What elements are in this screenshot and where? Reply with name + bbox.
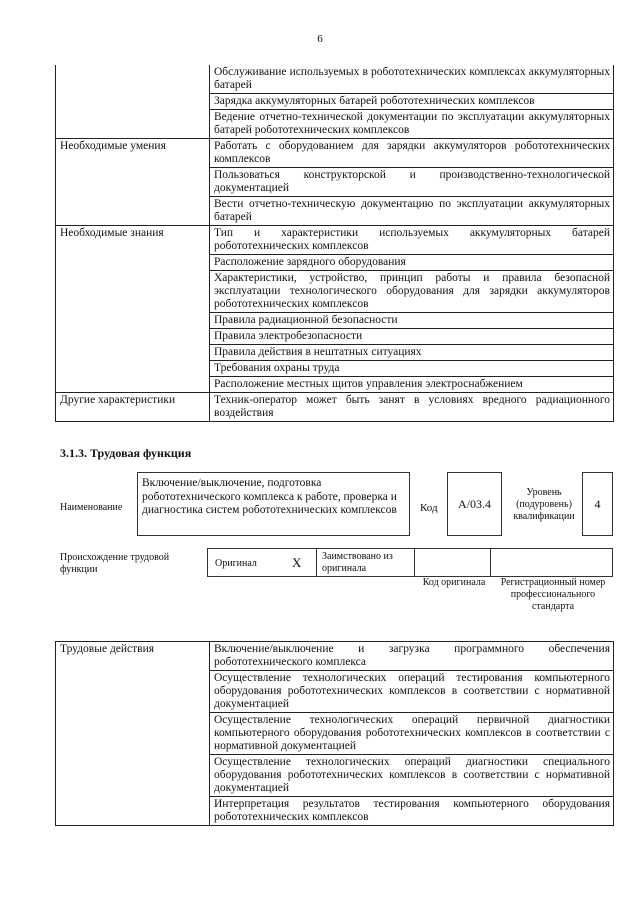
level-value: 4 bbox=[594, 497, 601, 511]
table-cell: Характеристики, устройство, принцип работы и правила безопасной эксплуатации технологического оборудования для зарядки аккумуляторов робототехнических комплексов bbox=[210, 271, 614, 313]
level-label: Уровень (подуровень) квалификации bbox=[513, 487, 575, 522]
row-label-actions: Трудовые действия bbox=[56, 642, 210, 826]
table-cell: Правила действия в нештатных ситуациях bbox=[210, 345, 614, 361]
origin-original-box bbox=[207, 548, 317, 577]
table-cell: Требования охраны труда bbox=[210, 361, 614, 377]
table-row bbox=[56, 642, 614, 671]
actions-table bbox=[55, 641, 614, 826]
origin-reg-box bbox=[490, 548, 613, 577]
function-name-box bbox=[137, 472, 410, 536]
table-cell: Техник-оператор может быть занят в условиях вредного радиационного воздействия bbox=[210, 393, 614, 422]
origin-label: Происхождение трудовой функции bbox=[60, 552, 170, 575]
table-cell: Пользоваться конструкторской и производственно-технологической документацией bbox=[210, 168, 614, 197]
section-title: 3.1.3. Трудовая функция bbox=[60, 446, 192, 460]
origin-code-box bbox=[414, 548, 491, 577]
table-cell: Зарядка аккумуляторных батарей робототехнических комплексов bbox=[210, 94, 614, 110]
table-row bbox=[56, 65, 614, 94]
borrowed-label: Заимствовано из оригинала bbox=[322, 551, 393, 574]
table-cell: Расположение местных щитов управления электроснабжением bbox=[210, 377, 614, 393]
table-cell: Осуществление технологических операций первичной диагностики компьютерного оборудования робототехнических комплексов в соответствии с нормативной документацией bbox=[210, 713, 614, 755]
name-label: Наименование bbox=[60, 502, 123, 513]
table-cell: Ведение отчетно-технической документации по эксплуатации аккумуляторных батарей робототехнических комплексов bbox=[210, 110, 614, 139]
table-cell: Интерпретация результатов тестирования компьютерного оборудования робототехнических комплексов bbox=[210, 797, 614, 826]
row-label-continued bbox=[56, 65, 210, 139]
code-value: А/03.4 bbox=[458, 497, 491, 511]
row-label-other: Другие характеристики bbox=[56, 393, 210, 422]
reg-caption: Регистрационный номер профессионального стандарта bbox=[500, 577, 606, 612]
table-cell: Работать с оборудованием для зарядки аккумуляторов робототехнических комплексов bbox=[210, 139, 614, 168]
table-cell: Тип и характеристики используемых аккумуляторных батарей робототехнических комплексов bbox=[210, 226, 614, 255]
code-box bbox=[447, 472, 502, 536]
page-number: 6 bbox=[317, 33, 323, 45]
table-cell: Вести отчетно-техническую документацию по эксплуатации аккумуляторных батарей bbox=[210, 197, 614, 226]
level-box bbox=[582, 472, 613, 536]
origin-borrowed-box bbox=[316, 548, 415, 577]
table-row bbox=[56, 226, 614, 255]
table-row bbox=[56, 393, 614, 422]
function-name-value: Включение/выключение, подготовка робототехнического комплекса к работе, проверка и диагностика систем робототехнических комплексов bbox=[142, 477, 397, 516]
original-mark: X bbox=[292, 555, 302, 570]
table-cell: Включение/выключение и загрузка программного обеспечения робототехнического комплекса bbox=[210, 642, 614, 671]
row-label-knowledge: Необходимые знания bbox=[56, 226, 210, 393]
code-caption: Код оригинала bbox=[422, 577, 486, 588]
table-row bbox=[56, 139, 614, 168]
code-label: Код bbox=[420, 502, 438, 514]
table-cell: Правила электробезопасности bbox=[210, 329, 614, 345]
row-label-skills: Необходимые умения bbox=[56, 139, 210, 226]
table-cell: Осуществление технологических операций диагностики специального оборудования робототехнических комплексов в соответствии с нормативной документацией bbox=[210, 755, 614, 797]
table-cell: Расположение зарядного оборудования bbox=[210, 255, 614, 271]
table-cell: Обслуживание используемых в робототехнических комплексах аккумуляторных батарей bbox=[210, 65, 614, 94]
original-label: Оригинал bbox=[215, 558, 257, 569]
table-cell: Правила радиационной безопасности bbox=[210, 313, 614, 329]
table-cell: Осуществление технологических операций тестирования компьютерного оборудования робототехнических комплексов в соответствии с нормативной документацией bbox=[210, 671, 614, 713]
skills-table bbox=[55, 65, 614, 422]
